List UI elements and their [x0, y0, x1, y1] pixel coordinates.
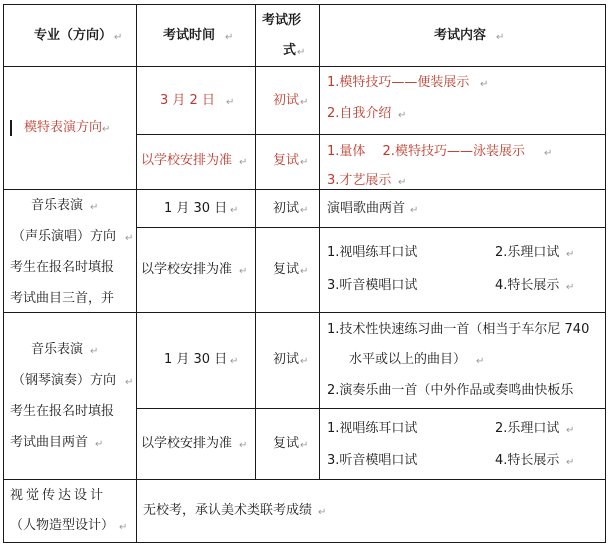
paragraph-mark: ↵ [230, 205, 239, 216]
rule [319, 4, 320, 480]
paragraph-mark: ↵ [239, 440, 248, 451]
visual-content: 无校考，承认美术类联考成绩 [143, 503, 313, 518]
model-retest-item-1: 1.量体 2.模特技巧——泳装展示 [327, 144, 525, 159]
model-prelim-time: 3 月 2 日 [160, 93, 215, 108]
model-major: 模特表演方向 [24, 120, 103, 135]
paragraph-mark: ↵ [566, 457, 575, 468]
piano-major-line-1: 音乐表演 [31, 342, 84, 357]
visual-major-line-1: 视觉传达设计 [10, 488, 107, 503]
paragraph-mark: ↵ [318, 507, 327, 518]
rule [3, 479, 606, 480]
piano-major-line-3: 考生在报名时填报 [10, 404, 115, 419]
model-prelim-type: 初试 [273, 93, 300, 108]
paragraph-mark: ↵ [300, 266, 309, 277]
model-prelim-item-1: 1.模特技巧——便装展示 [327, 75, 470, 90]
paragraph-mark: ↵ [566, 282, 575, 293]
header-major: 专业（方向） [34, 28, 113, 43]
paragraph-mark: ↵ [300, 205, 309, 216]
vocal-retest-item-2: 2.乐理口试 [495, 245, 560, 260]
paragraph-mark: ↵ [496, 32, 505, 43]
piano-major-line-2: （钢琴演奏）方向 [12, 373, 117, 388]
piano-retest-item-3: 3.听音模唱口试 [327, 453, 418, 468]
vocal-retest-item-1: 1.视唱练耳口试 [327, 245, 418, 260]
header-form-line2: 式 [283, 43, 297, 58]
paragraph-mark: ↵ [566, 425, 575, 436]
piano-retest-time: 以学校安排为准 [141, 436, 233, 451]
paragraph-mark: ↵ [95, 439, 104, 450]
piano-retest-item-4: 4.特长展示 [495, 453, 560, 468]
vocal-retest-item-4: 4.特长展示 [495, 278, 560, 293]
rule [136, 134, 606, 135]
piano-major-line-4: 考试曲目两首 [10, 435, 89, 450]
header-content: 考试内容 [434, 28, 487, 43]
vocal-retest-time: 以学校安排为准 [141, 262, 233, 277]
paragraph-mark: ↵ [544, 148, 553, 159]
header-time: 考试时间 [163, 28, 216, 43]
rule [605, 4, 606, 543]
paragraph-mark: ↵ [410, 205, 419, 216]
paragraph-mark: ↵ [297, 47, 306, 58]
vocal-prelim-time: 1 月 30 日 [164, 201, 228, 216]
paragraph-mark: ↵ [230, 356, 239, 367]
rule [136, 227, 606, 228]
paragraph-mark: ↵ [119, 522, 128, 533]
paragraph-mark: ↵ [300, 440, 309, 451]
paragraph-mark: ↵ [300, 97, 309, 108]
model-retest-time: 以学校安排为准 [141, 153, 233, 168]
paragraph-mark: ↵ [566, 249, 575, 260]
vocal-prelim-type: 初试 [273, 201, 300, 216]
paragraph-mark: ↵ [225, 32, 234, 43]
piano-prelim-type: 初试 [273, 352, 300, 367]
model-retest-type: 复试 [273, 153, 300, 168]
paragraph-mark: ↵ [300, 356, 309, 367]
rule [3, 66, 606, 67]
rule [3, 4, 4, 543]
vocal-retest-item-3: 3.听音模唱口试 [327, 278, 418, 293]
rule [3, 189, 606, 190]
revision-bar [10, 120, 12, 136]
piano-prelim-item-2: 水平或以上的曲目） [349, 352, 467, 367]
vocal-prelim-content: 演唱歌曲两首 [327, 201, 406, 216]
rule [3, 4, 606, 5]
paragraph-mark: ↵ [90, 202, 99, 213]
vocal-major-line-3: 考生在报名时填报 [10, 260, 115, 275]
model-retest-item-2: 3.才艺展示 [327, 173, 392, 188]
piano-retest-item-2: 2.乐理口试 [495, 421, 560, 436]
paragraph-mark: ↵ [102, 124, 111, 135]
vocal-major-line-2: （声乐演唱）方向 [12, 229, 117, 244]
rule [255, 4, 256, 480]
vocal-major-line-4: 考试曲目三首，并 [10, 291, 115, 306]
paragraph-mark: ↵ [398, 177, 407, 188]
rule [3, 542, 606, 543]
visual-major-line-2: （人物造型设计） [10, 518, 115, 533]
paragraph-mark: ↵ [125, 377, 134, 388]
header-form-line1: 考试形 [262, 13, 302, 28]
model-prelim-item-2: 2.自我介绍 [327, 106, 392, 121]
piano-prelim-item-3: 2.演奏乐曲一首（中外作品或奏鸣曲快板乐 [327, 383, 574, 398]
rule [136, 4, 137, 543]
paragraph-mark: ↵ [239, 266, 248, 277]
paragraph-mark: ↵ [90, 346, 99, 357]
vocal-retest-type: 复试 [273, 262, 300, 277]
paragraph-mark: ↵ [125, 233, 134, 244]
paragraph-mark: ↵ [114, 32, 123, 43]
paragraph-mark: ↵ [300, 157, 309, 168]
piano-prelim-item-1: 1.技术性快速练习曲一首（相当于车尔尼 740 [327, 322, 590, 337]
piano-retest-type: 复试 [273, 436, 300, 451]
paragraph-mark: ↵ [226, 97, 235, 108]
paragraph-mark: ↵ [480, 79, 489, 90]
paragraph-mark: ↵ [398, 110, 407, 121]
rule [136, 408, 606, 409]
vocal-major-line-1: 音乐表演 [31, 198, 84, 213]
rule [3, 312, 606, 313]
piano-retest-item-1: 1.视唱练耳口试 [327, 421, 418, 436]
piano-prelim-time: 1 月 30 日 [164, 352, 228, 367]
paragraph-mark: ↵ [476, 356, 485, 367]
paragraph-mark: ↵ [239, 157, 248, 168]
